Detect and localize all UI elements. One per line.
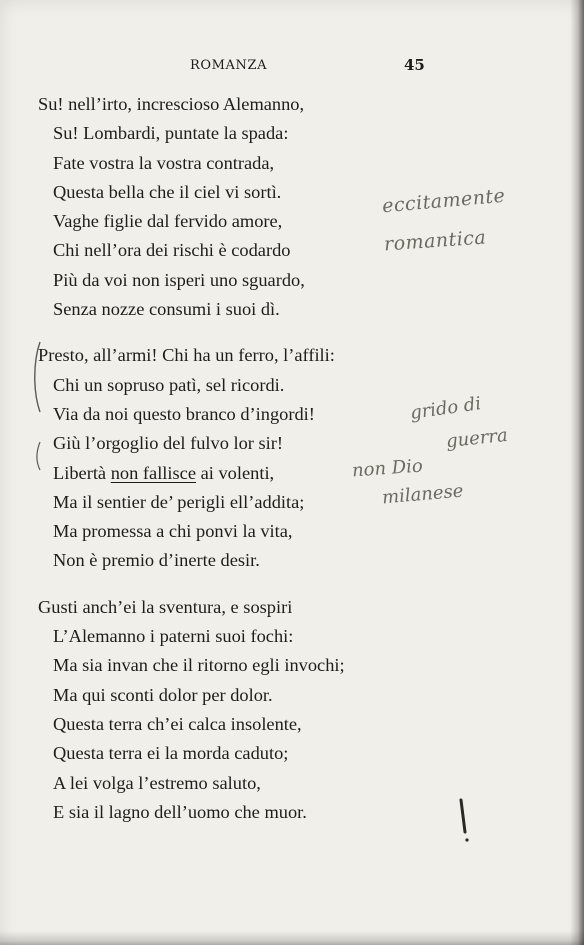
verse-line: Più da voi non isperi uno sguardo, [53, 269, 305, 290]
verse-line: Non è premio d’inerte desir. [53, 550, 260, 571]
verse-line: Ma sia invan che il ritorno egli invochi; [53, 655, 345, 676]
verse-fragment: ai volenti, [200, 462, 275, 483]
underlined-phrase: non fallisce [110, 462, 196, 483]
verse-line: Questa bella che il ciel vi sortì. [53, 181, 282, 202]
page-bottom-edge [0, 931, 584, 945]
verse-line: Presto, all’armi! Chi ha un ferro, l’affili: [38, 345, 335, 366]
verse-line: Ma qui sconti dolor per dolor. [53, 684, 273, 705]
handwritten-note: eccitamente [381, 184, 507, 218]
verse-line: A lei volga l’estremo saluto, [53, 772, 261, 793]
handwritten-note: non Dio [351, 455, 424, 482]
verse-line: Questa terra ei la morda caduto; [53, 743, 289, 764]
stanza-3 [0, 593, 584, 827]
verse-line: Ma promessa a chi ponvi la vita, [53, 521, 293, 542]
verse-line: Via da noi questo branco d’ingordi! [53, 403, 315, 424]
verse-fragment: Libertà [53, 462, 107, 483]
verse-line: E sia il lagno dell’uomo che muor. [53, 801, 307, 822]
verse-line [0, 459, 584, 488]
verse-line: Fate vostra la vostra contrada, [53, 152, 275, 173]
page-number: 45 [404, 56, 425, 74]
handwritten-note: guerra [445, 424, 509, 453]
verse-line: L’Alemanno i paterni suoi fochi: [53, 626, 294, 647]
handwritten-note: milanese [381, 480, 465, 509]
verse-line: Su! nell’irto, increscioso Alemanno, [38, 94, 305, 114]
verse-line: Giù l’orgoglio del fulvo lor sir! [53, 433, 284, 454]
running-head [0, 58, 584, 78]
handwritten-note: grido di [408, 393, 483, 424]
verse-line: Su! Lombardi, puntate la spada: [53, 123, 289, 144]
verse-line: Ma il sentier de’ perigli ell’addita; [53, 491, 305, 512]
handwritten-note: romantica [383, 226, 487, 256]
running-title: ROMANZA [190, 58, 268, 73]
verse-line: Vaghe figlie dal fervido amore, [53, 211, 283, 232]
verse-line: Questa terra ch’ei calca insolente, [53, 713, 302, 734]
stanza-2 [0, 341, 584, 575]
verse-line: Chi un sopruso patì, sel ricordi. [53, 374, 285, 395]
verse-line: Senza nozze consumi i suoi dì. [53, 299, 280, 320]
verse-line: Chi nell’ora dei rischi è codardo [53, 240, 291, 261]
verse-line: Gusti anch’ei la sventura, e sospiri [38, 596, 293, 617]
